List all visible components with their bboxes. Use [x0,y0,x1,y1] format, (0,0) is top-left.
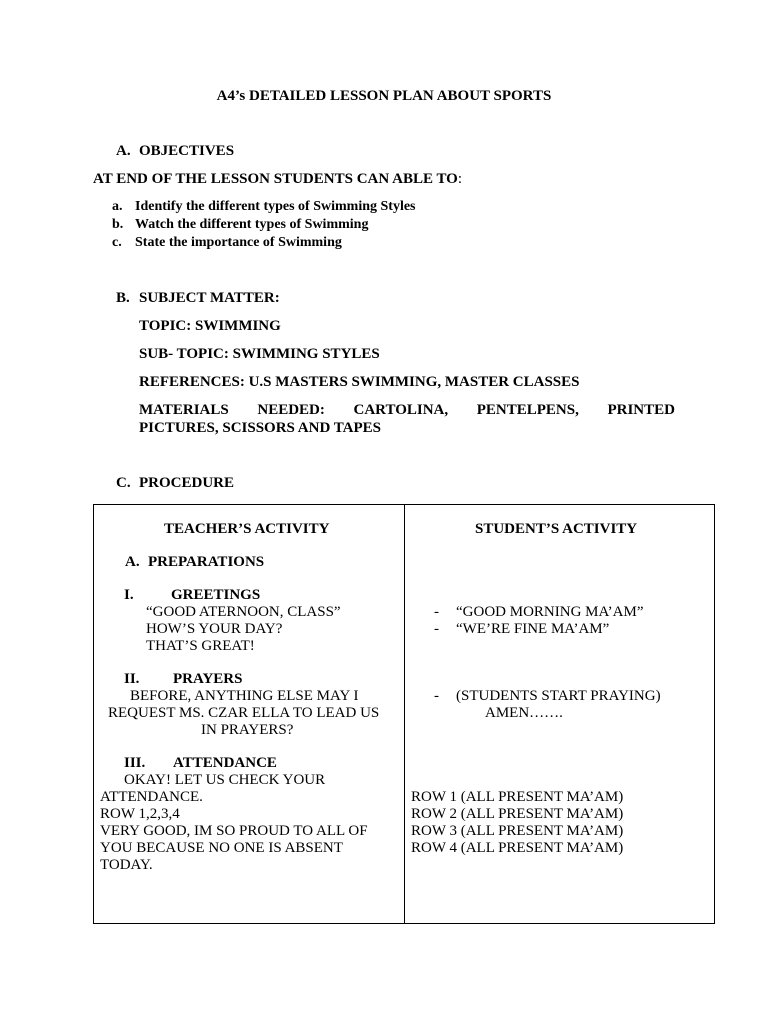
student-row-response: ROW 2 (ALL PRESENT MA’AM) [411,806,624,822]
procedure-letter: C. [116,475,131,491]
student-amen: AMEN……. [485,705,563,721]
procedure-table [93,504,715,924]
subject-matter-letter: B. [116,290,130,306]
objective-letter: a. [112,199,123,214]
attendance-heading: ATTENDANCE [173,755,277,771]
dash: - [434,688,439,704]
attendance-line: ROW 1,2,3,4 [100,806,180,822]
column-divider [404,505,405,923]
sub-topic: SUB- TOPIC: SWIMMING STYLES [139,346,380,362]
attendance-line: VERY GOOD, IM SO PROUD TO ALL OF [100,823,368,839]
attendance-number: III. [124,755,146,771]
preparations-letter: A. [125,554,140,570]
attendance-line: OKAY! LET US CHECK YOUR [124,772,326,788]
topic: TOPIC: SWIMMING [139,318,281,334]
greeting-line: HOW’S YOUR DAY? [146,621,283,637]
objective-letter: b. [112,217,124,232]
subject-matter-heading: SUBJECT MATTER: [139,290,280,306]
student-row-response: ROW 1 (ALL PRESENT MA’AM) [411,789,624,805]
greeting-line: THAT’S GREAT! [146,638,255,654]
objective-letter: c. [112,235,122,250]
references: REFERENCES: U.S MASTERS SWIMMING, MASTER CLASSES [139,374,580,390]
objective-item: Identify the different types of Swimming Styles [135,199,416,214]
student-greeting: “WE’RE FINE MA’AM” [456,621,610,637]
page-title: A4’s DETAILED LESSON PLAN ABOUT SPORTS [216,88,552,104]
materials-needed-line1: MATERIALS NEEDED: CARTOLINA, PENTELPENS, PRINTED [139,402,675,418]
student-activity-header: STUDENT’S ACTIVITY [475,521,638,537]
objectives-intro: AT END OF THE LESSON STUDENTS CAN ABLE TO: [93,171,463,187]
attendance-line: YOU BECAUSE NO ONE IS ABSENT [100,840,343,856]
prayer-line: IN PRAYERS? [201,722,294,738]
prayers-number: II. [124,671,140,687]
objective-item: State the importance of Swimming [135,235,342,250]
student-row-response: ROW 4 (ALL PRESENT MA’AM) [411,840,624,856]
materials-needed-line2: PICTURES, SCISSORS AND TAPES [139,420,382,436]
attendance-line: ATTENDANCE. [100,789,203,805]
greetings-heading: GREETINGS [171,587,261,603]
preparations-heading: PREPARATIONS [148,554,265,570]
dash: - [434,621,439,637]
greetings-number: I. [124,587,134,603]
objectives-heading: OBJECTIVES [139,143,235,159]
prayer-line: BEFORE, ANYTHING ELSE MAY I [130,688,359,704]
dash: - [434,604,439,620]
student-row-response: ROW 3 (ALL PRESENT MA’AM) [411,823,624,839]
student-greeting: “GOOD MORNING MA’AM” [456,604,644,620]
prayers-heading: PRAYERS [173,671,243,687]
student-praying: (STUDENTS START PRAYING) [456,688,661,704]
greeting-line: “GOOD ATERNOON, CLASS” [146,604,341,620]
procedure-heading: PROCEDURE [139,475,235,491]
objective-item: Watch the different types of Swimming [135,217,369,232]
teacher-activity-header: TEACHER’S ACTIVITY [164,521,330,537]
objectives-letter: A. [116,143,131,159]
prayer-line: REQUEST MS. CZAR ELLA TO LEAD US [108,705,380,721]
attendance-line: TODAY. [100,857,153,873]
